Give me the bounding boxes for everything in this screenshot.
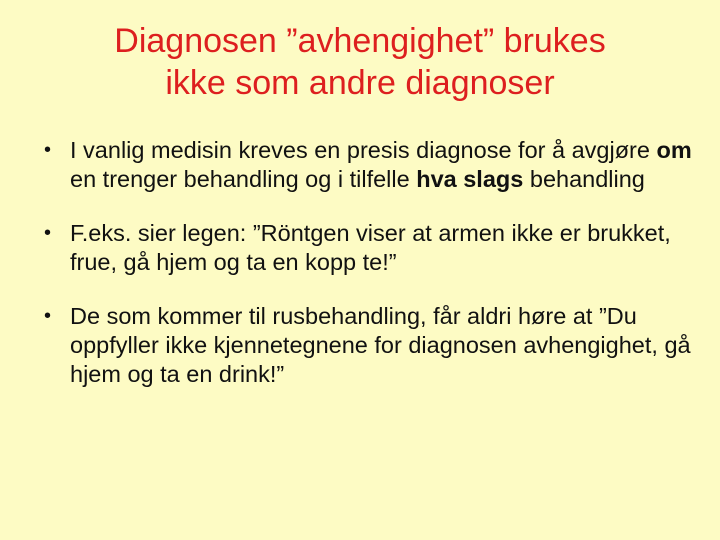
bullet-item-2 [44, 219, 694, 277]
bullet-1-part-2: en trenger behandling og i tilfelle [70, 166, 417, 192]
bullet-text-3: De som kommer til rusbehandling, får aldri høre at ”Du oppfyller ikke kjennetegnene for diagnosen avhengighet, gå hjem og ta en drink!” [70, 303, 691, 387]
bullet-text-1 [70, 136, 694, 194]
slide-title-line-1: Diagnosen ”avhengighet” brukes [114, 22, 606, 60]
bullet-1-bold-om: om [656, 137, 692, 163]
bullet-item-1 [44, 136, 694, 194]
bullet-marker: • [44, 222, 52, 244]
slide-title-line-2: ikke som andre diagnoser [165, 64, 555, 102]
bullet-1-bold-hva-slags: hva slags [416, 166, 524, 192]
bullet-marker: • [44, 139, 52, 161]
bullet-item-3 [44, 302, 694, 389]
bullet-list [44, 136, 694, 414]
bullet-1-part-3: behandling [523, 166, 645, 192]
slide-title [20, 20, 700, 104]
bullet-text-2: F.eks. sier legen: ”Röntgen viser at armen ikke er brukket, frue, gå hjem og ta en kopp te!” [70, 220, 671, 275]
bullet-1-part-1: I vanlig medisin kreves en presis diagnose for å avgjøre [70, 137, 657, 163]
bullet-marker: • [44, 305, 52, 327]
